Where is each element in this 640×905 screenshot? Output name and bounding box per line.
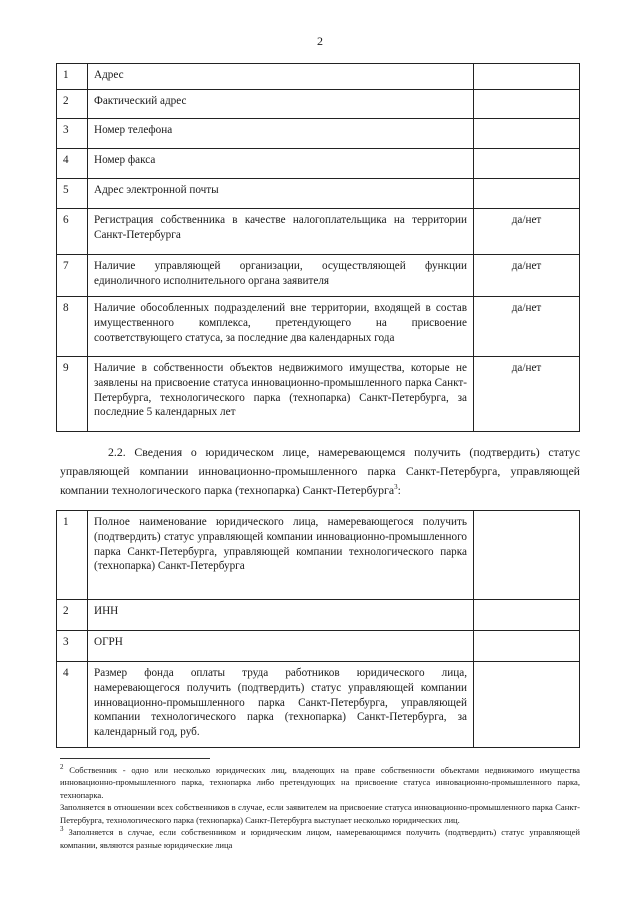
answer-cell[interactable]: да/нет: [474, 209, 580, 255]
table-row: [57, 297, 580, 357]
row-label: Полное наименование юридического лица, намеревающегося получить (подтвердить) статус управляющей компании инновационно-промышленного парка Санкт-Петербурга, управляющей компании технологического парка (технопарка) Санкт-Петербурга: [88, 511, 474, 600]
row-label: Наличие обособленных подразделений вне территории, входящей в состав имущественного комплекса, претендующего на присвоение соответствующего статуса, за последние два календарных года: [88, 297, 474, 357]
table-row: [57, 179, 580, 209]
answer-cell[interactable]: [474, 149, 580, 179]
table-row: [57, 64, 580, 90]
footnote-2-extra: Заполняется в отношении всех собственников в случае, если заявителем на присвоение статуса инновационно-промышленного парка Санкт-Петербурга, технологического парка (технопарка) Санкт-Петербурга выступает несколько юридических лиц.: [60, 802, 580, 825]
table-row: [57, 511, 580, 600]
answer-cell[interactable]: да/нет: [474, 297, 580, 357]
row-number: 4: [57, 662, 88, 748]
row-label: ОГРН: [88, 631, 474, 662]
section-2-2-heading: [60, 443, 580, 500]
table-row: [57, 255, 580, 297]
row-number: 7: [57, 255, 88, 297]
footnote-divider: [60, 758, 210, 759]
row-number: 1: [57, 511, 88, 600]
row-number: 9: [57, 357, 88, 432]
row-number: 2: [57, 600, 88, 631]
row-label: ИНН: [88, 600, 474, 631]
footnote-marker: 3: [60, 825, 64, 834]
answer-cell[interactable]: [474, 90, 580, 119]
row-label: Наличие управляющей организации, осуществляющей функции единоличного исполнительного органа заявителя: [88, 255, 474, 297]
row-label: Адрес: [88, 64, 474, 90]
row-number: 4: [57, 149, 88, 179]
row-label: Регистрация собственника в качестве налогоплательщика на территории Санкт-Петербурга: [88, 209, 474, 255]
table-row: [57, 119, 580, 149]
section-text: 2.2. Сведения о юридическом лице, намеревающемся получить (подтвердить) статус управляющей компании инновационно-промышленного парка Санкт-Петербурга, управляющей компании технологического парка (технопарка) Санкт-Петербурга: [60, 445, 580, 498]
row-number: 6: [57, 209, 88, 255]
owner-info-table: [56, 63, 580, 432]
table-row: [57, 357, 580, 432]
answer-cell[interactable]: да/нет: [474, 255, 580, 297]
section-text-end: :: [397, 483, 401, 498]
footnote-3: [60, 826, 580, 851]
answer-cell[interactable]: [474, 64, 580, 90]
row-label: Наличие в собственности объектов недвижимого имущества, которые не заявлены на присвоение статуса инновационно-промышленного парка Санкт-Петербурга, технологического парка (технопарка) Санкт-Петербурга, за последние 5 календарных лет: [88, 357, 474, 432]
footnote-text: Собственник - одно или несколько юридических лиц, владеющих на праве собственности объектами недвижимого имущества инновационно-промышленного парка, технопарка либо претендующих на присвоение статуса инновационно-промышленного парка, технопарка.: [60, 765, 580, 800]
table-row: [57, 631, 580, 662]
row-label: Номер телефона: [88, 119, 474, 149]
footnotes: [60, 764, 580, 851]
row-number: 2: [57, 90, 88, 119]
answer-cell[interactable]: [474, 600, 580, 631]
page-number: 2: [317, 34, 323, 48]
management-company-table: [56, 510, 580, 748]
row-number: 3: [57, 631, 88, 662]
footnote-ref: 3: [394, 483, 398, 492]
answer-cell[interactable]: [474, 179, 580, 209]
row-number: 1: [57, 64, 88, 90]
answer-cell[interactable]: [474, 631, 580, 662]
footnote-text: Заполняется в случае, если собственником и юридическим лицом, намеревающимся получить (подтвердить) статус управляющей компании, являются разные юридические лица: [60, 827, 580, 850]
row-label: Номер факса: [88, 149, 474, 179]
answer-cell[interactable]: [474, 662, 580, 748]
row-label: Адрес электронной почты: [88, 179, 474, 209]
answer-cell[interactable]: [474, 119, 580, 149]
row-number: 8: [57, 297, 88, 357]
table-row: [57, 90, 580, 119]
row-label: Размер фонда оплаты труда работников юридического лица, намеревающегося получить (подтвердить) статус управляющей компании инновационно-промышленного парка Санкт-Петербурга, управляющей компании технологического парка (технопарка) Санкт-Петербурга, за календарный год, руб.: [88, 662, 474, 748]
footnote-2: [60, 764, 580, 801]
row-number: 5: [57, 179, 88, 209]
footnote-marker: 2: [60, 763, 64, 772]
table-row: [57, 149, 580, 179]
table-row: [57, 662, 580, 748]
row-number: 3: [57, 119, 88, 149]
answer-cell[interactable]: да/нет: [474, 357, 580, 432]
table-row: [57, 600, 580, 631]
row-label: Фактический адрес: [88, 90, 474, 119]
table-row: [57, 209, 580, 255]
answer-cell[interactable]: [474, 511, 580, 600]
